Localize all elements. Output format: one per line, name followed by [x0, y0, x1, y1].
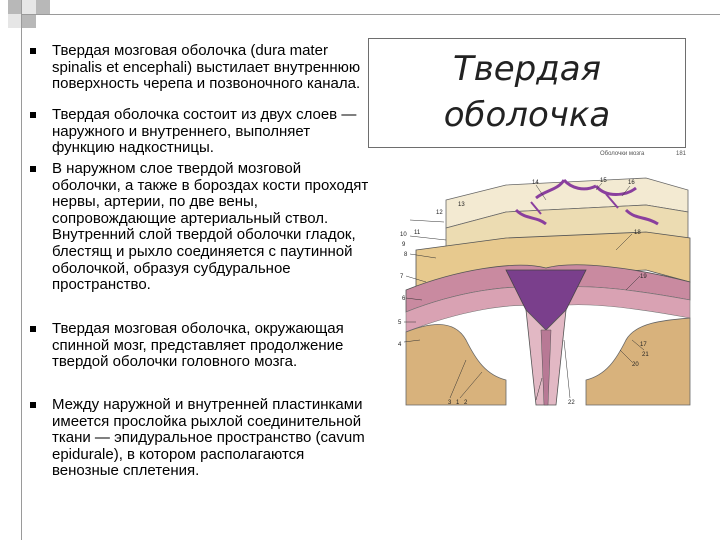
bullet-text: Твердая оболочка состоит из двух слоев — наружного и внутреннего, выполняет функцию надкостницы. [52, 106, 357, 157]
figure-label: 1 [456, 400, 460, 406]
slide-vertical-rule [21, 0, 22, 540]
figure-label: 19 [640, 274, 647, 280]
figure-label: 20 [632, 362, 639, 368]
figure-label: 17 [640, 342, 647, 348]
bullet-text: В наружном слое твердой мозговой оболочки, а также в бороздах кости проходят нервы, артерии, по две вены, сопровождающие артериальный ствол. Внутренний слой твердой оболочки гладок, блестящ и рыхло соединяется с паутинной оболочкой, образуя субдуральное пространство. [52, 160, 369, 294]
figure-label: 5 [398, 320, 402, 326]
slide-title-line-2: оболочка [443, 95, 611, 135]
figure-label: 7 [400, 274, 404, 280]
figure-label: 22 [568, 400, 575, 406]
title-box [368, 38, 686, 148]
bullet-list [24, 43, 374, 480]
bullet-square-icon [30, 48, 36, 54]
bullet-square-icon [30, 326, 36, 332]
bullet-item [24, 107, 374, 161]
bullet-item [24, 161, 374, 321]
bullet-square-icon [30, 112, 36, 118]
figure-label: 14 [532, 180, 539, 186]
figure-label: 4 [398, 342, 402, 348]
slide-horizontal-rule [21, 14, 720, 15]
bullet-item [24, 43, 374, 107]
figure-label: 2 [464, 400, 468, 406]
figure-caption-number: 181 [675, 151, 686, 157]
figure-caption-text: Оболочки мозга [600, 151, 645, 157]
figure-label: 11 [414, 230, 421, 236]
figure-label: 8 [404, 252, 408, 258]
bullet-text: Между наружной и внутренней пластинками имеется прослойка рыхлой соединительной ткани — эпидуральное пространство (cavum epidurale), в котором располагаются венозные сплетения. [52, 396, 365, 480]
figure-label: 21 [642, 352, 649, 358]
bullet-text: Твердая мозговая оболочка (dura mater spinalis et encephali) выстилает внутреннюю поверхность черепа и позвоночного канала. [52, 42, 361, 93]
figure-label: 13 [458, 202, 465, 208]
figure-label: 3 [448, 400, 452, 406]
bullet-text: Твердая мозговая оболочка, окружающая спинной мозг, представляет продолжение твердой оболочки головного мозга. [52, 320, 344, 371]
figure-label: 9 [402, 242, 406, 248]
bullet-item [24, 397, 374, 480]
slide-corner-checker [8, 0, 52, 36]
figure-label: 18 [634, 230, 641, 236]
meninges-illustration [396, 150, 696, 412]
bullet-item [24, 321, 374, 397]
figure-label: 10 [400, 232, 407, 238]
figure-label: 16 [628, 180, 635, 186]
figure-label: 15 [600, 178, 607, 184]
slide-title-line-1: Твердая [452, 49, 602, 89]
figure-label: 12 [436, 210, 443, 216]
bullet-square-icon [30, 402, 36, 408]
figure-label: 6 [402, 296, 406, 302]
bullet-square-icon [30, 166, 36, 172]
